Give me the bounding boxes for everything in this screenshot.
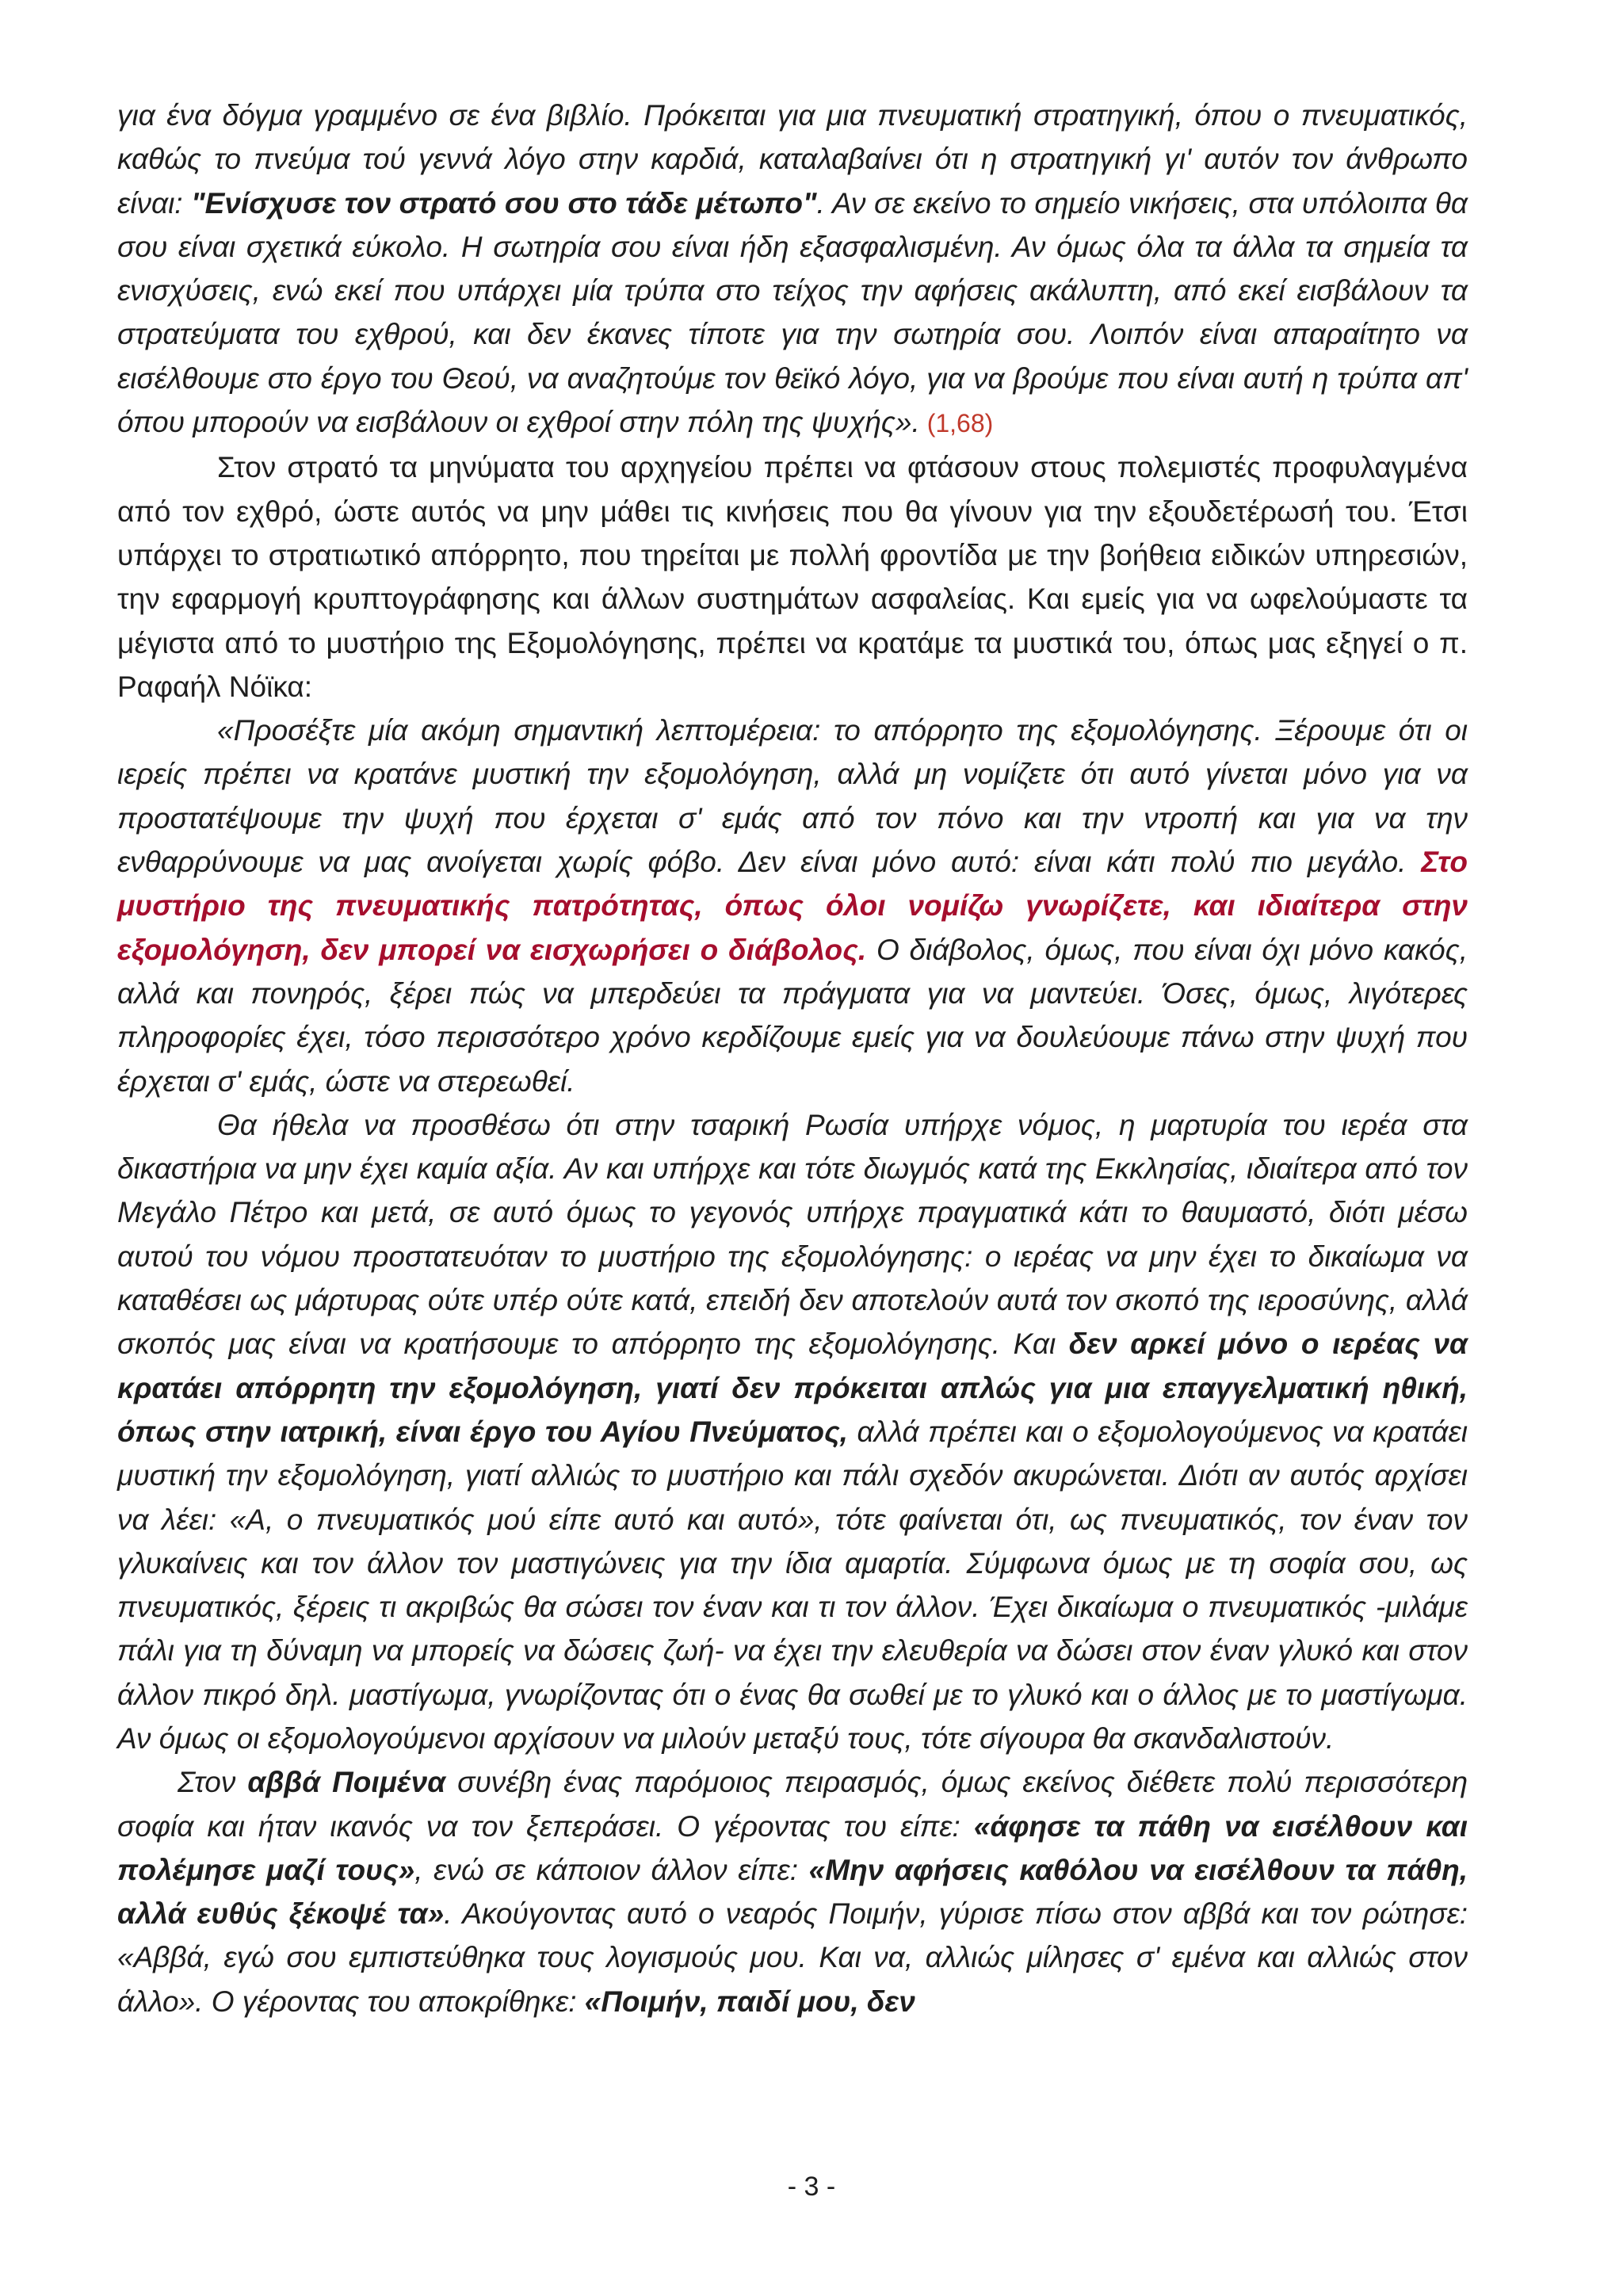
text-run: συνέβη ένας παρόμοιος πειρασμός, όμως εκείνος διέθετε πολύ περισσότερη σοφία και ήταν ικανός να τον ξεπεράσει. Ο γέροντας του είπε: — [117, 1766, 1468, 1843]
bold-emphasis: αββά Ποιμένα — [247, 1766, 446, 1799]
text-run: . Αν σε εκείνο το σημείο νικήσεις, στα υπόλοιπα θα σου είναι σχετικά εύκολο. Η σωτηρία σου είναι ήδη εξασφαλισμένη. Αν όμως όλα τα άλλα τα σημεία τα ενισχύσεις, ενώ εκεί που υπάρχει μία τρύπα στο τείχος την αφήσεις ακάλυπτη, από εκεί εισβάλουν τα στρατεύματα του εχθρού, και δεν έκανες τίποτε για την σωτηρία σου. Λοιπόν είναι απαραίτητο να εισέλθουμε στο έργο του Θεού, να αναζητούμε τον θεϊκό λόγο, για να βρούμε που είναι αυτή η τρύπα απ' όπου μπορούν να εισβάλουν οι εχθροί στην πόλη της ψυχής». — [117, 186, 1468, 439]
document-body — [117, 94, 1468, 2023]
bold-quote: "Ενίσχυσε τον στρατό σου στο τάδε μέτωπο" — [191, 186, 817, 220]
text-run: Θα ήθελα να προσθέσω ότι στην τσαρική Ρωσία υπήρχε νόμος, η μαρτυρία του ιερέα στα δικαστήρια να μην έχει καμία αξία. Αν και υπήρχε και τότε διωγμός κατά της Εκκλησίας, ιδιαίτερα από τον Μεγάλο Πέτρο και μετά, σε αυτό όμως το γεγονός υπήρχε πραγματικά κάτι το θαυμαστό, διότι μέσω αυτού του νόμου προστατευόταν το μυστήριο της εξομολόγησης: ο ιερέας να μην έχει το δικαίωμα να καταθέσει ως μάρτυρας ούτε υπέρ ούτε κατά, επειδή δεν αποτελούν αυτά τον σκοπό της ιεροσύνης, αλλά σκοπός μας είναι να κρατήσουμε το απόρρητο της εξομολόγησης. Και — [117, 1108, 1468, 1361]
bold-quote: «Ποιμήν, παιδί μου, δεν — [584, 1985, 915, 2018]
paragraph-5 — [117, 1760, 1468, 2023]
page-number: - 3 - — [787, 2172, 836, 2202]
text-run: , ενώ σε κάποιον άλλον είπε: — [414, 1853, 809, 1886]
text-run: για ένα δόγμα γραμμένο σε ένα βιβλίο. Πρόκειται για μια πνευματική στρατηγική, όπου ο πνευματικός, καθώς το πνεύμα τού γεννά λόγο στην καρδιά, καταλαβαίνει ότι η στρατηγική γι' αυτόν τον άνθρωπο είναι: — [117, 99, 1468, 220]
red-bold-emphasis: Στο μυστήριο της πνευματικής πατρότητας, όπως όλοι νομίζω γνωρίζετε, και ιδιαίτερα στην εξομολόγηση, δεν μπορεί να εισχωρήσει ο διάβολος. — [117, 846, 1468, 966]
text-run: αλλά πρέπει και ο εξομολογούμενος να κρατάει μυστική την εξομολόγηση, γιατί αλλιώς το μυστήριο και πάλι σχεδόν ακυρώνεται. Διότι αν αυτός αρχίσει να λέει: «Α, ο πνευματικός μού είπε αυτό και αυτό», τότε φαίνεται ότι, ως πνευματικός, τον έναν τον γλυκαίνεις και τον άλλον τον μαστιγώνεις για την ίδια αμαρτία. Σύμφωνα όμως με τη σοφία σου, ως πνευματικός, ξέρεις τι ακριβώς θα σώσει τον έναν και τι τον άλλον. Έχει δικαίωμα ο πνευματικός -μιλάμε πάλι για τη δύναμη να μπορείς να δώσεις ζωή- να έχει την ελευθερία να δώσει στον έναν γλυκό και στον άλλον πικρό δηλ. μαστίγωμα, γνωρίζοντας ότι ο ένας θα σωθεί με το γλυκό και ο άλλος με το μαστίγωμα. Αν όμως οι εξομολογούμενοι αρχίσουν να μιλούν μεταξύ τους, τότε σίγουρα θα σκανδαλιστούν. — [117, 1415, 1468, 1755]
bold-emphasis: δεν αρκεί μόνο ο ιερέας να κρατάει απόρρητη την εξομολόγηση, γιατί δεν πρόκειται απλώς για μια επαγγελματική ηθική, όπως στην ιατρική, είναι έργο του Αγίου Πνεύματος, — [117, 1328, 1468, 1448]
paragraph-4 — [117, 1103, 1468, 1760]
text-run: «Προσέξτε μία ακόμη σημαντική λεπτομέρεια: το απόρρητο της εξομολόγησης. Ξέρουμε ότι οι ιερείς πρέπει να κρατάνε μυστική την εξομολόγηση, αλλά μη νομίζετε ότι αυτό γίνεται μόνο για να προστατέψουμε την ψυχή που έρχεται σ' εμάς από τον πόνο και την ντροπή και για να την ενθαρρύνουμε να μας ανοίγεται χωρίς φόβο. Δεν είναι μόνο αυτό: είναι κάτι πολύ πιο μεγάλο. — [117, 714, 1468, 879]
bold-quote: «Μην αφήσεις καθόλου να εισέλθουν τα πάθη, αλλά ευθύς ξέκοψέ τα» — [117, 1853, 1468, 1931]
text-run: Ο διάβολος, όμως, που είναι όχι μόνο κακός, αλλά και πονηρός, ξέρει πώς να μπερδεύει τα πράγματα για να μαντεύει. Όσες, όμως, λιγότερες πληροφορίες έχει, τόσο περισσότερο χρόνο κερδίζουμε εμείς για να δουλεύουμε πάνω στην ψυχή που έρχεται σ' εμάς, ώστε να στερεωθεί. — [117, 933, 1468, 1098]
paragraph-2 — [117, 445, 1468, 709]
text-run: Στον στρατό τα μηνύματα του αρχηγείου πρέπει να φτάσουν στους πολεμιστές προφυλαγμένα από τον εχθρό, ώστε αυτός να μην μάθει τις κινήσεις που θα γίνουν για την εξουδετέρωσή του. Έτσι υπάρχει το στρατιωτικό απόρρητο, που τηρείται με πολλή φροντίδα με την βοήθεια ειδικών υπηρεσιών, την εφαρμογή κρυπτογράφησης και άλλων συστημάτων ασφαλείας. Και εμείς για να ωφελούμαστε τα μέγιστα από το μυστήριο της Εξομολόγησης, πρέπει να κρατάμε τα μυστικά του, όπως μας εξηγεί ο π. Ραφαήλ Νόϊκα: — [117, 451, 1468, 703]
text-run: . Ακούγοντας αυτό ο νεαρός Ποιμήν, γύρισε πίσω στον αββά και τον ρώτησε: «Αββά, εγώ σου εμπιστεύθηκα τους λογισμούς μου. Και να, αλλιώς μίλησες σ' εμένα και αλλιώς στον άλλο». Ο γέροντας του αποκρίθηκε: — [117, 1897, 1468, 2018]
paragraph-3-quote — [117, 709, 1468, 1103]
bold-quote: «άφησε τα πάθη να εισέλθουν και πολέμησε μαζί τους» — [117, 1809, 1468, 1886]
text-run: Στον — [178, 1766, 248, 1799]
paragraph-1 — [117, 94, 1468, 445]
reference-note: (1,68) — [919, 409, 994, 438]
